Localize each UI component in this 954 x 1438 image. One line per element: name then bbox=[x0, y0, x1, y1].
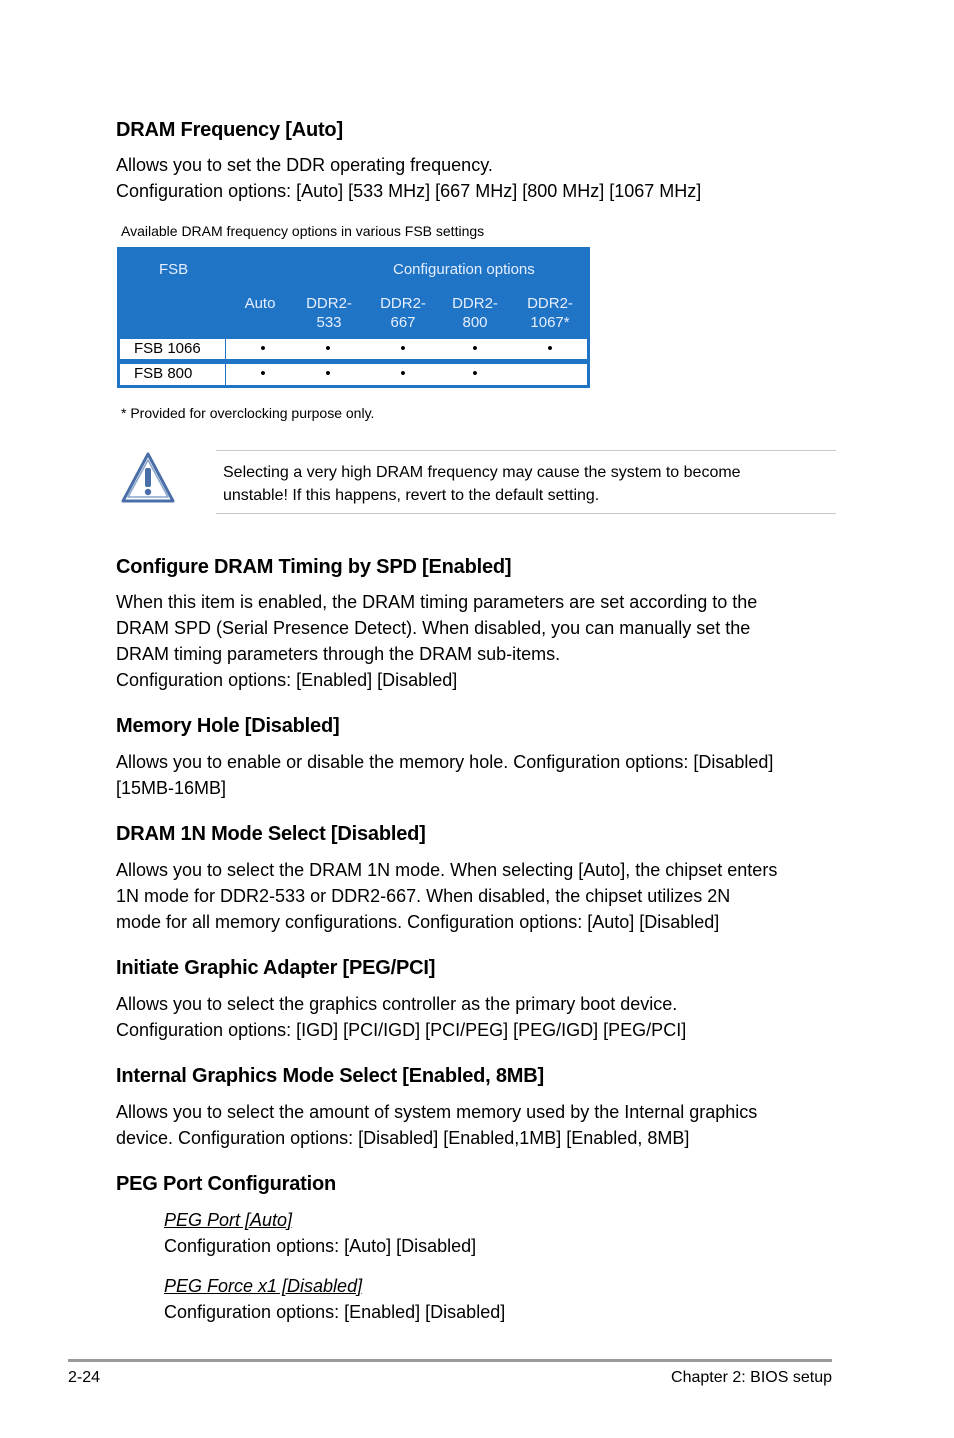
table-cell: • bbox=[260, 340, 266, 357]
table-cell: • bbox=[260, 365, 266, 382]
dram-frequency-options: Configuration options: [Auto] [533 MHz] [667 MHz] [800 MHz] [1067 MHz] bbox=[116, 181, 702, 201]
row-label: FSB 1066 bbox=[120, 339, 226, 359]
internal-graphics-desc-line2: device. Configuration options: [Disabled] [Enabled,1MB] [Enabled, 8MB] bbox=[116, 1128, 690, 1148]
table-cell: • bbox=[325, 365, 331, 382]
graphic-adapter-heading: Initiate Graphic Adapter [PEG/PCI] bbox=[116, 957, 436, 979]
fsb-frequency-table bbox=[117, 247, 590, 388]
fsb-column-header: FSB bbox=[159, 261, 189, 278]
table-cell: • bbox=[472, 340, 478, 357]
table-row bbox=[120, 339, 587, 359]
dram-frequency-desc: Allows you to set the DDR operating frequency. bbox=[116, 155, 493, 175]
table-cell: • bbox=[400, 340, 406, 357]
chapter-label: Chapter 2: BIOS setup bbox=[671, 1369, 832, 1386]
table-footnote: * Provided for overclocking purpose only. bbox=[121, 405, 375, 421]
table-caption: Available DRAM frequency options in various FSB settings bbox=[121, 223, 485, 239]
column-header: DDR2- 1067* bbox=[527, 295, 573, 331]
footer-divider bbox=[68, 1359, 832, 1362]
row-label: FSB 800 bbox=[120, 364, 226, 385]
table-row bbox=[120, 364, 587, 385]
dram-frequency-heading: DRAM Frequency [Auto] bbox=[116, 119, 343, 141]
peg-port-subheading: PEG Port [Auto] bbox=[164, 1210, 293, 1230]
spd-desc-line3: DRAM timing parameters through the DRAM sub-items. bbox=[116, 644, 561, 664]
graphic-adapter-options: Configuration options: [IGD] [PCI/IGD] [PCI/PEG] [PEG/IGD] [PEG/PCI] bbox=[116, 1020, 687, 1040]
warning-text-line1: Selecting a very high DRAM frequency may cause the system to become bbox=[223, 464, 741, 481]
memory-hole-desc-line2: [15MB-16MB] bbox=[116, 778, 227, 798]
column-header: DDR2- 800 bbox=[452, 295, 498, 331]
dram-1n-desc-line1: Allows you to select the DRAM 1N mode. When selecting [Auto], the chipset enters bbox=[116, 860, 778, 880]
dram-1n-heading: DRAM 1N Mode Select [Disabled] bbox=[116, 823, 426, 845]
memory-hole-heading: Memory Hole [Disabled] bbox=[116, 715, 340, 737]
internal-graphics-desc-line1: Allows you to select the amount of system memory used by the Internal graphics bbox=[116, 1102, 758, 1122]
warning-text-line2: unstable! If this happens, revert to the default setting. bbox=[223, 487, 600, 504]
peg-config-heading: PEG Port Configuration bbox=[116, 1173, 337, 1195]
spd-heading: Configure DRAM Timing by SPD [Enabled] bbox=[116, 556, 512, 578]
warning-note bbox=[216, 450, 836, 514]
spd-options: Configuration options: [Enabled] [Disabled] bbox=[116, 670, 458, 690]
table-cell: • bbox=[472, 365, 478, 382]
column-header: Auto bbox=[244, 295, 276, 312]
spd-desc-line2: DRAM SPD (Serial Presence Detect). When disabled, you can manually set the bbox=[116, 618, 751, 638]
warning-triangle-icon bbox=[120, 451, 176, 510]
peg-port-options: Configuration options: [Auto] [Disabled] bbox=[164, 1236, 477, 1256]
peg-force-subheading: PEG Force x1 [Disabled] bbox=[164, 1276, 363, 1296]
table-cell: • bbox=[325, 340, 331, 357]
spd-desc-line1: When this item is enabled, the DRAM timing parameters are set according to the bbox=[116, 592, 758, 612]
graphic-adapter-desc: Allows you to select the graphics controller as the primary boot device. bbox=[116, 994, 678, 1014]
dram-1n-desc-line2: 1N mode for DDR2-533 or DDR2-667. When disabled, the chipset utilizes 2N bbox=[116, 886, 731, 906]
column-header: DDR2- 533 bbox=[306, 295, 352, 331]
page-number: 2-24 bbox=[68, 1369, 101, 1386]
config-options-header: Configuration options bbox=[393, 261, 535, 278]
peg-force-options: Configuration options: [Enabled] [Disabled] bbox=[164, 1302, 506, 1322]
column-header: DDR2- 667 bbox=[380, 295, 426, 331]
dram-1n-desc-line3: mode for all memory configurations. Configuration options: [Auto] [Disabled] bbox=[116, 912, 720, 932]
internal-graphics-heading: Internal Graphics Mode Select [Enabled, 8MB] bbox=[116, 1065, 544, 1087]
table-cell: • bbox=[547, 340, 553, 357]
table-cell: • bbox=[400, 365, 406, 382]
memory-hole-desc-line1: Allows you to enable or disable the memory hole. Configuration options: [Disabled] bbox=[116, 752, 774, 772]
